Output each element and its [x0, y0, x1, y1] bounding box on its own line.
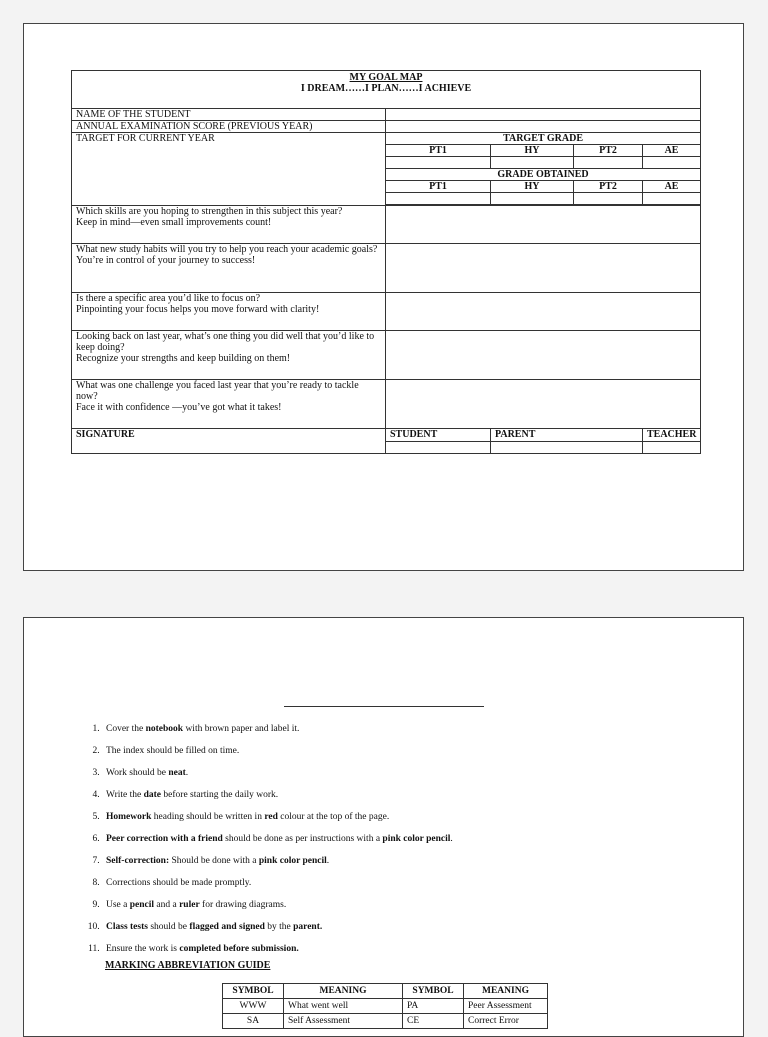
question-text: Looking back on last year, what’s one thing you did well that you’d like to keep doing? — [76, 331, 375, 353]
rule-item — [102, 850, 722, 872]
signature-role-teacher: TEACHER — [643, 429, 701, 442]
field-label: NAME OF THE STUDENT — [72, 109, 386, 121]
answer-field[interactable] — [386, 293, 701, 331]
question-hint: Face it with confidence —you’ve got what it takes! — [76, 402, 282, 413]
obtained-col-pt2: PT2 — [574, 181, 643, 193]
rule-text: Write the — [106, 790, 144, 800]
rule-item — [102, 938, 722, 960]
target-grade-label: TARGET GRADE — [386, 133, 701, 145]
question-text: Which skills are you hoping to strengthen in this subject this year? — [76, 206, 343, 217]
obtained-col-ae: AE — [643, 181, 701, 193]
target-col-ae: AE — [643, 145, 701, 157]
rule-text: Work should be — [106, 768, 169, 778]
rule-text: Cover the — [106, 724, 146, 734]
student-name-field[interactable] — [386, 109, 701, 121]
rule-text: and a — [154, 900, 180, 910]
goal-map-subtitle: I DREAM……I PLAN……I ACHIEVE — [300, 83, 472, 94]
rule-text: for drawing diagrams. — [199, 900, 287, 910]
goal-map-table — [71, 70, 701, 454]
rule-text: . — [185, 768, 189, 778]
parent-signature-field[interactable] — [491, 442, 643, 454]
question-cell — [72, 331, 386, 380]
obtained-pt2-field[interactable] — [574, 193, 643, 205]
rule-text: Class tests — [106, 922, 148, 932]
rule-text: flagged and signed — [189, 922, 265, 932]
question-text: What was one challenge you faced last year that you’re ready to tackle now? — [76, 380, 359, 402]
rule-text: neat — [168, 768, 186, 778]
rule-text: The index should be filled on time. — [106, 746, 240, 756]
rule-item — [102, 894, 722, 916]
rule-text: should be done as per instructions with a — [222, 834, 383, 844]
table-header-row — [223, 984, 548, 999]
target-col-pt1: PT1 — [386, 145, 491, 157]
answer-field[interactable] — [386, 380, 701, 429]
rule-text: with brown paper and label it. — [183, 724, 300, 734]
rule-text: red — [264, 812, 278, 822]
rule-text: pencil — [129, 900, 155, 910]
question-text: What new study habits will you try to help you reach your academic goals? — [76, 244, 378, 255]
rule-text: Peer correction with a friend — [106, 834, 223, 844]
question-cell — [72, 380, 386, 429]
heading-underline — [284, 706, 484, 707]
target-col-hy: HY — [491, 145, 574, 157]
marking-guide-heading: MARKING ABBREVIATION GUIDE — [105, 960, 271, 971]
target-pt1-field[interactable] — [386, 157, 491, 169]
signature-label: SIGNATURE — [72, 429, 386, 454]
rule-text: Corrections should be made promptly. — [106, 878, 252, 888]
goal-map-title-cell — [72, 71, 701, 109]
rule-text: should be — [147, 922, 190, 932]
question-cell — [72, 206, 386, 244]
rule-text: parent. — [293, 922, 323, 932]
rule-text: Should be done with a — [169, 856, 259, 866]
obtained-hy-field[interactable] — [491, 193, 574, 205]
rule-item — [102, 762, 722, 784]
answer-field[interactable] — [386, 331, 701, 380]
col-header-symbol: SYMBOL — [223, 984, 284, 999]
rule-text: Self-correction: — [106, 856, 170, 866]
rule-text: Ensure the work is — [106, 944, 180, 954]
obtained-col-pt1: PT1 — [386, 181, 491, 193]
col-header-meaning: MEANING — [464, 984, 548, 999]
rule-text: colour at the top of the page. — [277, 812, 390, 822]
rule-text: pink color pencil — [382, 834, 451, 844]
answer-field[interactable] — [386, 244, 701, 293]
notebook-rules-list — [78, 718, 722, 960]
rule-text: heading should be written in — [151, 812, 265, 822]
rule-text: . — [326, 856, 330, 866]
obtained-col-hy: HY — [491, 181, 574, 193]
question-hint: Pinpointing your focus helps you move forward with clarity! — [76, 304, 320, 315]
meaning-cell: Self Assessment — [284, 1014, 403, 1029]
goal-map-title: MY GOAL MAP — [349, 72, 423, 83]
goal-map-page — [23, 23, 744, 571]
rule-item — [102, 806, 722, 828]
meaning-cell: Peer Assessment — [464, 999, 548, 1014]
answer-field[interactable] — [386, 206, 701, 244]
field-label: ANNUAL EXAMINATION SCORE (PREVIOUS YEAR) — [72, 121, 386, 133]
rule-item — [102, 784, 722, 806]
teacher-signature-field[interactable] — [643, 442, 701, 454]
rule-text: date — [143, 790, 162, 800]
obtained-pt1-field[interactable] — [386, 193, 491, 205]
question-text: Is there a specific area you’d like to focus on? — [76, 293, 261, 304]
rule-text: before starting the daily work. — [161, 790, 279, 800]
rule-item — [102, 828, 722, 850]
target-pt2-field[interactable] — [574, 157, 643, 169]
col-header-symbol: SYMBOL — [403, 984, 464, 999]
rule-text: notebook — [145, 724, 184, 734]
grade-obtained-label: GRADE OBTAINED — [386, 169, 701, 181]
signature-role-parent: PARENT — [491, 429, 643, 442]
question-hint: Keep in mind—even small improvements count! — [76, 217, 272, 228]
target-ae-field[interactable] — [643, 157, 701, 169]
target-col-pt2: PT2 — [574, 145, 643, 157]
field-label: TARGET FOR CURRENT YEAR — [72, 133, 386, 206]
rule-text: ruler — [179, 900, 200, 910]
symbol-cell: SA — [223, 1014, 284, 1029]
rule-item — [102, 740, 722, 762]
symbol-cell: PA — [403, 999, 464, 1014]
col-header-meaning: MEANING — [284, 984, 403, 999]
meaning-cell: Correct Error — [464, 1014, 548, 1029]
question-hint: Recognize your strengths and keep building on them! — [76, 353, 291, 364]
rule-text: pink color pencil — [258, 856, 327, 866]
target-hy-field[interactable] — [491, 157, 574, 169]
table-row — [223, 1014, 548, 1029]
rule-text: Use a — [106, 900, 130, 910]
rule-text: Homework — [106, 812, 152, 822]
rule-text: completed before submission. — [179, 944, 299, 954]
symbol-cell: WWW — [223, 999, 284, 1014]
symbol-cell: CE — [403, 1014, 464, 1029]
notebook-rules-page — [23, 617, 744, 1037]
rule-item — [102, 872, 722, 894]
signature-role-student: STUDENT — [386, 429, 491, 442]
obtained-ae-field[interactable] — [643, 193, 701, 205]
question-cell — [72, 244, 386, 293]
rule-item — [102, 718, 722, 740]
question-hint: You’re in control of your journey to success! — [76, 255, 256, 266]
rule-text: . — [450, 834, 453, 844]
meaning-cell: What went well — [284, 999, 403, 1014]
marking-guide-table — [222, 983, 548, 1029]
rule-item — [102, 916, 722, 938]
question-cell — [72, 293, 386, 331]
table-row — [223, 999, 548, 1014]
rule-text: by the — [264, 922, 294, 932]
annual-score-field[interactable] — [386, 121, 701, 133]
student-signature-field[interactable] — [386, 442, 491, 454]
